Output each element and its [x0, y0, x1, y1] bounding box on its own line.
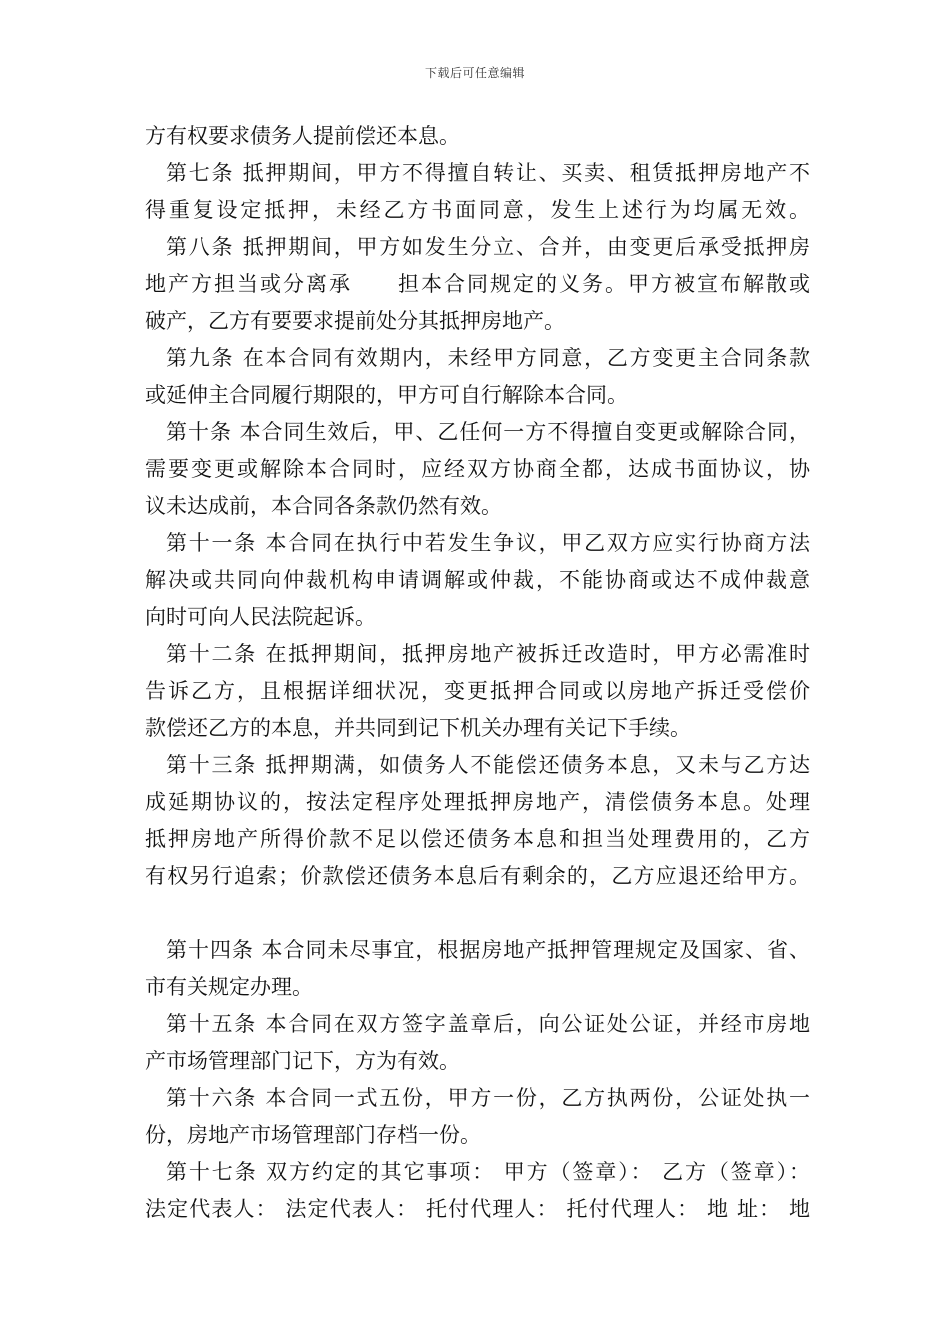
clause-16-line-1: 第十六条 本合同一式五份，甲方一份，乙方执两份，公证处执一 [166, 1086, 810, 1110]
clause-13-line-3: 抵押房地产所得价款不足以偿还债务本息和担当处理费用的，乙方 [145, 827, 810, 851]
clause-10-line-1: 第十条 本合同生效后，甲、乙任何一方不得擅自变更或解除合同， [166, 420, 810, 444]
clause-8-line-3: 破产，乙方有要要求提前处分其抵押房地产。 [145, 309, 565, 333]
clause-11-line-3: 向时可向人民法院起诉。 [145, 605, 376, 629]
clause-12-line-1: 第十二条 在抵押期间，抵押房地产被拆迁改造时，甲方必需准时 [166, 642, 810, 666]
clause-11-line-2: 解决或共同向仲裁机构申请调解或仲裁，不能协商或达不成仲裁意 [145, 568, 810, 592]
clause-9-line-1: 第九条 在本合同有效期内，未经甲方同意，乙方变更主合同条款 [166, 346, 810, 370]
clause-12-line-2: 告诉乙方，且根据详细状况，变更抵押合同或以房地产拆迁受偿价 [145, 679, 810, 703]
clause-15-line-1: 第十五条 本合同在双方签字盖章后，向公证处公证，并经市房地 [166, 1012, 810, 1036]
clause-13-line-2: 成延期协议的，按法定程序处理抵押房地产，清偿债务本息。处理 [145, 790, 810, 814]
clause-13-line-4: 有权另行追索；价款偿还债务本息后有剩余的，乙方应退还给甲方。 [145, 864, 810, 888]
clause-11-line-1: 第十一条 本合同在执行中若发生争议，甲乙双方应实行协商方法 [166, 531, 810, 555]
clause-14-line-1: 第十四条 本合同未尽事宜，根据房地产抵押管理规定及国家、省、 [166, 938, 810, 962]
clause-8-line-1: 第八条 抵押期间，甲方如发生分立、合并，由变更后承受抵押房 [166, 235, 810, 259]
clause-17-line-2: 法定代表人： 法定代表人： 托付代理人： 托付代理人： 地 址： 地 [145, 1197, 810, 1221]
clause-12-line-3: 款偿还乙方的本息，并共同到记下机关办理有关记下手续。 [145, 716, 691, 740]
paragraph-gap [145, 895, 810, 932]
contract-body [145, 118, 810, 1228]
clause-15-line-2: 产市场管理部门记下，方为有效。 [145, 1049, 460, 1073]
header-note: 下载后可任意编辑 [424, 66, 525, 80]
clause-9-line-2: 或延伸主合同履行期限的，甲方可自行解除本合同。 [145, 383, 628, 407]
clause-16-line-2: 份，房地产市场管理部门存档一份。 [145, 1123, 481, 1147]
clause-10-line-3: 议未达成前，本合同各条款仍然有效。 [145, 494, 502, 518]
clause-7-line-1: 第七条 抵押期间，甲方不得擅自转让、买卖、租赁抵押房地产不 [166, 161, 810, 185]
text-line: 方有权要求债务人提前偿还本息。 [145, 124, 460, 148]
clause-8-line-2: 地产方担当或分离承 担本合同规定的义务。甲方被宣布解散或 [145, 272, 810, 296]
clause-14-line-2: 市有关规定办理。 [145, 975, 313, 999]
clause-13-line-1: 第十三条 抵押期满，如债务人不能偿还债务本息，又未与乙方达 [166, 753, 810, 777]
clause-7-line-2: 得重复设定抵押，未经乙方书面同意，发生上述行为均属无效。 [145, 198, 810, 222]
clause-10-line-2: 需要变更或解除本合同时，应经双方协商全都，达成书面协议，协 [145, 457, 810, 481]
clause-17-line-1: 第十七条 双方约定的其它事项： 甲方（签章）： 乙方（签章）： [166, 1160, 810, 1184]
